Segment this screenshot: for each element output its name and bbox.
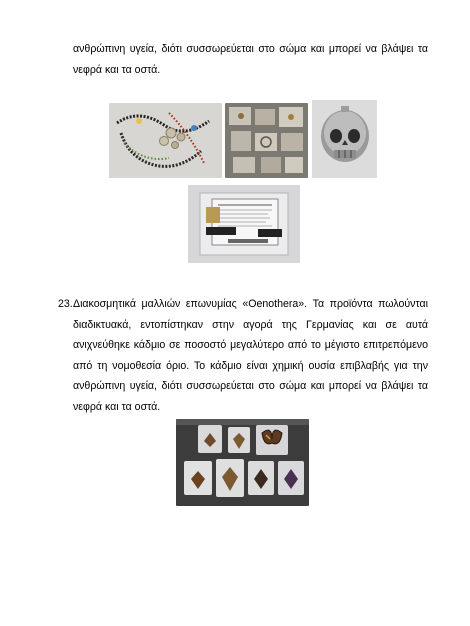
top-paragraph — [73, 39, 428, 80]
hair-ornaments-photo — [176, 419, 309, 506]
paragraph-line: ανιχνεύθηκε κάδμιο σε ποσοστό μεγαλύτερο από το μέγιστο επιτρεπόμενο — [73, 339, 428, 351]
skull-pendant-photo — [312, 100, 377, 178]
item-number: 23. — [58, 298, 73, 310]
paragraph-line: ανθρώπινη υγεία, διότι συσσωρεύεται στο σώμα και μπορεί να βλάψει τα — [73, 380, 428, 392]
paragraph-line: νεφρά και τα οστά. — [73, 63, 161, 76]
paragraph-line: ανθρώπινη υγεία, διότι συσσωρεύεται στο σώμα και μπορεί να βλάψει τα — [73, 43, 428, 55]
jewelry-bags-photo — [225, 103, 308, 178]
item-paragraph — [73, 294, 428, 417]
paragraph-line: Διακοσμητικά μαλλιών επωνυμίας «Oenothera». Τα προϊόντα πωλούνται — [73, 298, 428, 310]
packaged-product-photo — [188, 185, 300, 263]
paragraph-line: από τη νομοθεσία όριο. Το κάδμιο είναι χημική ουσία επιβλαβής για την — [73, 359, 428, 372]
paragraph-line: νεφρά και τα οστά. — [73, 400, 161, 413]
necklace-photo — [109, 103, 222, 178]
paragraph-line: διαδικτυακά, εντοπίστηκαν στην αγορά της Γερμανίας και σε αυτά — [73, 318, 428, 331]
